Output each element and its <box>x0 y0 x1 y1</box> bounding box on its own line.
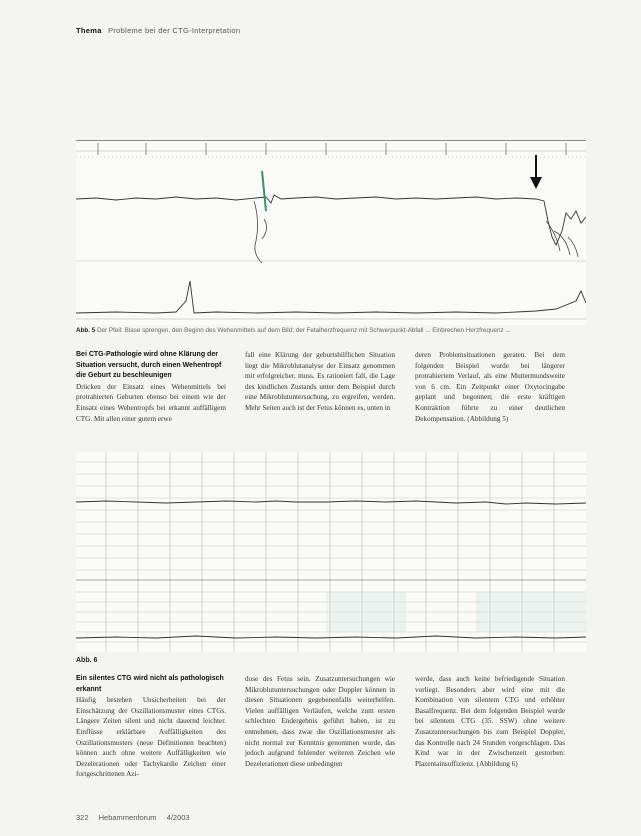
page-number: 322 <box>76 813 89 822</box>
figure-6-caption <box>76 657 97 664</box>
text-bottom-col-3 <box>415 674 565 769</box>
page-footer <box>76 813 198 822</box>
text-top-col-3 <box>415 350 565 424</box>
paragraph: deren Problemsituationen geraten. Bei dem folgenden Beispiel wurde bei längerer protrahiertem Verlauf, als eine Muttermundsweite von 6 cm. Ein Zeitpunkt einer Oxytocingabe geplant und begonnen; die erste kräftigen Kontraktion führte zu einer deutlichen Dekompensation. (Abbildung 5) <box>415 351 565 423</box>
text-top-col-1 <box>76 350 226 424</box>
text-top-col-2 <box>245 350 395 414</box>
header-section: Thema <box>76 26 102 35</box>
figure-6-caption-label: Abb. 6 <box>76 657 98 664</box>
subheading-ctg-pathologie: Bei CTG-Pathologie wird ohne Klärung der Situation versucht, durch einen Wehentropf die Geburt zu beschleunigen <box>76 351 222 380</box>
figure-5-caption <box>76 327 596 334</box>
text-bottom-col-2 <box>245 674 395 769</box>
text-bottom-col-1 <box>76 674 226 780</box>
paragraph: Drücken der Einsatz eines Wehenmittels bei protrahierten Geburten ebenso bei einem wie der Einsatz eines Wehentropfs bei erkannt auffälligem CTG. Mit allen einer gutem erwe <box>76 382 226 423</box>
paragraph: werde, dass auch keine befriedigende Situation vorliegt. Besonders aber wird eine mit die Kombination von silentem CTG und erhöhter Basalfrequenz. Bei dem folgenden Beispiel wurde bei silentem CTG (35. SSW) ohne weitere Zusatzuntersuchungen bis zum Beispiel Doppler, das Kontrolle nach 24 Stunden vorgeschlagen. Das Kind war in der Zwischenzeit gestorben: Plazentainsuffizienz. (Abbildung 6) <box>415 675 565 768</box>
header-topic: Probleme bei der CTG-Interpretation <box>108 26 241 35</box>
figure-5-caption-text: Der Pfeil: Blase sprengen, den Beginn des Wehenmittels auf dem Bild; der Fetalherzfrequenz mit Schwerpunkt-Abfall ... Einbrechen Herzfrequenz ... <box>97 327 511 334</box>
paragraph: dose des Fetus sein. Zusatzuntersuchungen wie Mikroblutuntersuchungen oder Doppler können in diesen Situationen gegebenenfalls weiterhelfen. Vielen auffälligen Verläufen, welche zum ersten schlechten Endergebnis geführt haben, ist zu entnehmen, dass zwar die Oszillationsmuster als nicht normal zur Kenntnis genommen wurde, das jedoch aufgrund fehlender weiteren Zeichen wie Dezelerationen diese unbedingten <box>245 675 395 768</box>
journal-name: Hebammenforum <box>98 813 157 822</box>
issue-number: 4/2003 <box>166 813 190 822</box>
figure-5-caption-label: Abb. 5 <box>76 327 96 334</box>
running-header <box>76 26 240 35</box>
paragraph: Häufig bestehen Unsicherheiten bei der Einschätzung der Oszillationsmuster eines CTGs. Längere Zeiten silent und nicht dauernd leichter. Einflüsse erklärbare Auffälligkeiten des Oszillationsmusters (neue Definitionen beachten) können auch ohne weitere Auffälligkeiten wie Dezelerationen oder Tachykardie Zeichen einer fortgeschrittenen Azi- <box>76 696 226 779</box>
paragraph: fall eine Klärung der geburtshilflichen Situation liegt die Mikroblutanalyse der Einsatz genommen mit erfolgreicher, muss. Es rationiert fall, die Lage des kindlichen Zustands unter dem Beispiel durch eine Mikroblutuntersuchung, zu ergreifen, werden. Mehr Seiten auch ist der Fetus können es, unten in <box>245 351 395 412</box>
subheading-silentes-ctg: Ein silentes CTG wird nicht als pathologisch erkannt <box>76 675 224 693</box>
figure-5-ctg-trace <box>76 140 586 325</box>
figure-6-ctg-trace <box>76 452 586 652</box>
